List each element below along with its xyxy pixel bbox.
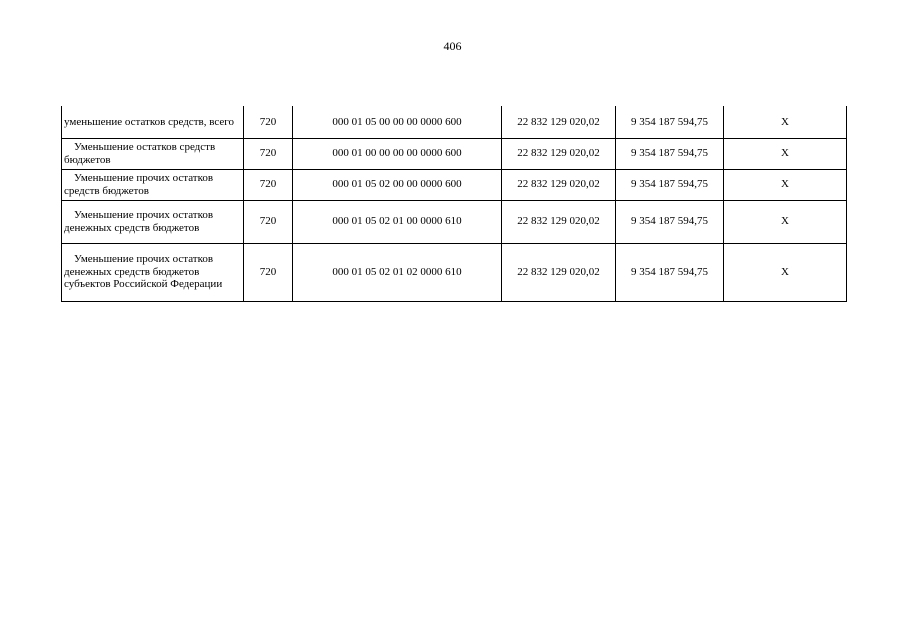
row-mark-cell: X (724, 243, 847, 301)
page-number: 406 (443, 39, 462, 53)
row-mark-cell: X (724, 138, 847, 169)
row-kbk-cell: 000 01 05 02 01 02 0000 610 (293, 243, 502, 301)
row-kbk-cell: 000 01 00 00 00 00 0000 600 (293, 138, 502, 169)
row-mark-cell: X (724, 200, 847, 243)
row-value2-cell: 9 354 187 594,75 (616, 106, 724, 138)
row-mark-cell: X (724, 106, 847, 138)
row-kbk-cell: 000 01 05 00 00 00 0000 600 (293, 106, 502, 138)
row-value1-cell: 22 832 129 020,02 (502, 169, 616, 200)
row-name-cell: уменьшение остатков средств, всего (62, 106, 244, 138)
row-value1-cell: 22 832 129 020,02 (502, 200, 616, 243)
row-value1-cell: 22 832 129 020,02 (502, 243, 616, 301)
row-code-cell: 720 (244, 138, 293, 169)
row-value2-cell: 9 354 187 594,75 (616, 243, 724, 301)
row-value1-cell: 22 832 129 020,02 (502, 138, 616, 169)
row-name-cell: Уменьшение прочих остатков средств бюджетов (62, 169, 244, 200)
table-row (62, 243, 847, 301)
row-value2-cell: 9 354 187 594,75 (616, 169, 724, 200)
row-name-cell: Уменьшение прочих остатков денежных средств бюджетов субъектов Российской Федерации (62, 243, 244, 301)
row-value1-cell: 22 832 129 020,02 (502, 106, 616, 138)
row-mark-cell: X (724, 169, 847, 200)
row-value2-cell: 9 354 187 594,75 (616, 138, 724, 169)
budget-table (61, 106, 847, 302)
table-row (62, 106, 847, 138)
table-row (62, 169, 847, 200)
row-name-cell: Уменьшение остатков средств бюджетов (62, 138, 244, 169)
row-code-cell: 720 (244, 200, 293, 243)
table-row (62, 200, 847, 243)
row-code-cell: 720 (244, 106, 293, 138)
row-kbk-cell: 000 01 05 02 00 00 0000 600 (293, 169, 502, 200)
row-code-cell: 720 (244, 169, 293, 200)
row-kbk-cell: 000 01 05 02 01 00 0000 610 (293, 200, 502, 243)
row-name-cell: Уменьшение прочих остатков денежных средств бюджетов (62, 200, 244, 243)
table-row (62, 138, 847, 169)
row-code-cell: 720 (244, 243, 293, 301)
row-value2-cell: 9 354 187 594,75 (616, 200, 724, 243)
